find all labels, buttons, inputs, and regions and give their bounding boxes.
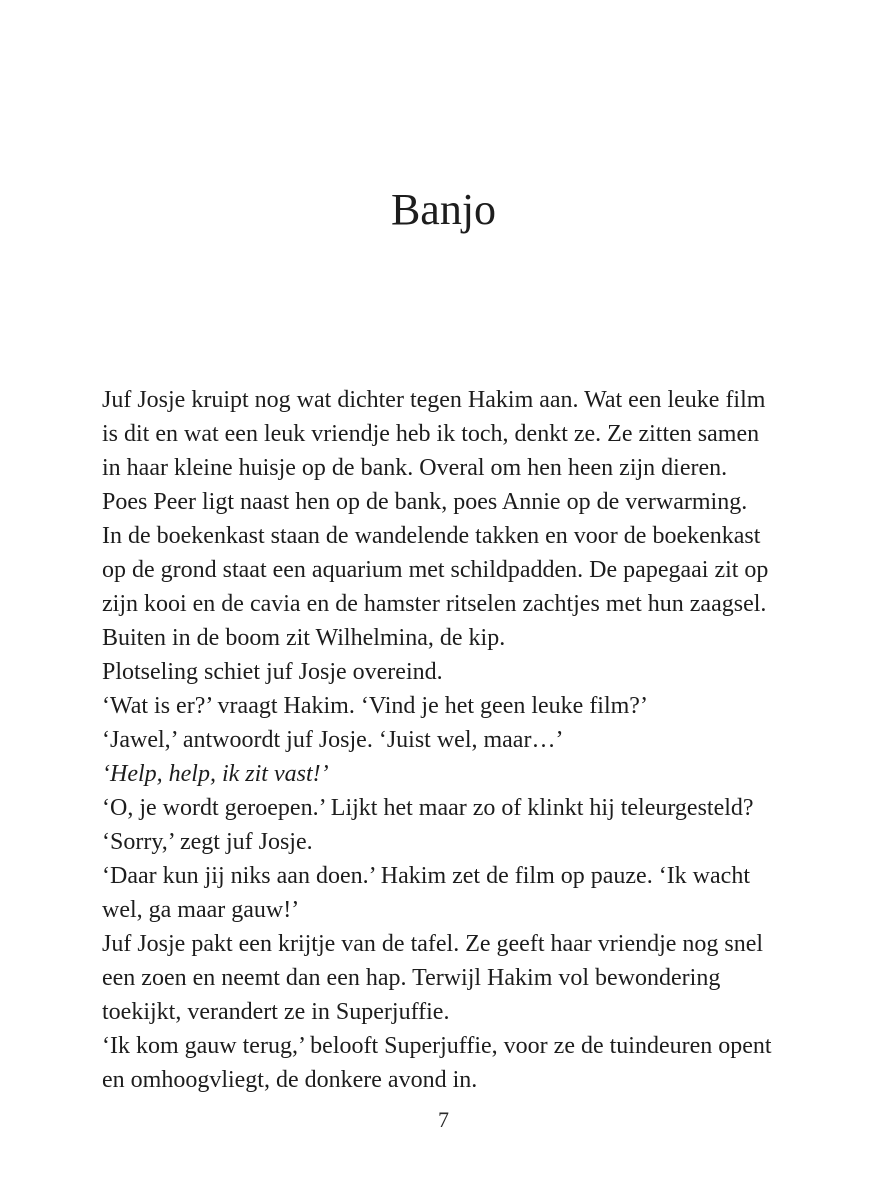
- text-line: ‘Wat is er?’ vraagt Hakim. ‘Vind je het geen leuke film?’: [102, 693, 648, 719]
- text-line: Juf Josje kruipt nog wat dichter tegen Hakim aan. Wat een leuke film: [102, 387, 766, 413]
- text-line: zijn kooi en de cavia en de hamster ritselen zachtjes met hun zaagsel.: [102, 591, 767, 617]
- text-line: Plotseling schiet juf Josje overeind.: [102, 659, 443, 685]
- text-line: is dit en wat een leuk vriendje heb ik toch, denkt ze. Ze zitten samen: [102, 421, 760, 447]
- text-line: Juf Josje pakt een krijtje van de tafel. Ze geeft haar vriendje nog snel: [102, 931, 764, 957]
- chapter-title: Banjo: [390, 185, 497, 234]
- text-line: en omhoogvliegt, de donkere avond in.: [102, 1067, 478, 1093]
- text-line: ‘Daar kun jij niks aan doen.’ Hakim zet de film op pauze. ‘Ik wacht: [102, 863, 750, 889]
- text-line: ‘Ik kom gauw terug,’ belooft Superjuffie, voor ze de tuindeuren opent: [102, 1033, 772, 1059]
- text-line: wel, ga maar gauw!’: [102, 897, 300, 923]
- page-number: 7: [438, 1107, 449, 1132]
- text-line: een zoen en neemt dan een hap. Terwijl Hakim vol bewondering: [102, 965, 721, 991]
- text-line: In de boekenkast staan de wandelende takken en voor de boekenkast: [102, 523, 761, 549]
- text-line: ‘Jawel,’ antwoordt juf Josje. ‘Juist wel, maar…’: [102, 727, 564, 753]
- text-line: op de grond staat een aquarium met schildpadden. De papegaai zit op: [102, 557, 769, 583]
- text-line: ‘Sorry,’ zegt juf Josje.: [102, 829, 313, 855]
- text-line: toekijkt, verandert ze in Superjuffie.: [102, 999, 450, 1025]
- text-line: ‘Help, help, ik zit vast!’: [102, 761, 329, 787]
- text-line: in haar kleine huisje op de bank. Overal om hen heen zijn dieren.: [102, 455, 728, 481]
- chapter-body-text: [102, 383, 802, 1097]
- text-line: Buiten in de boom zit Wilhelmina, de kip.: [102, 625, 506, 651]
- text-line: Poes Peer ligt naast hen op de bank, poes Annie op de verwarming.: [102, 489, 748, 515]
- text-line: ‘O, je wordt geroepen.’ Lijkt het maar zo of klinkt hij teleurgesteld?: [102, 795, 754, 821]
